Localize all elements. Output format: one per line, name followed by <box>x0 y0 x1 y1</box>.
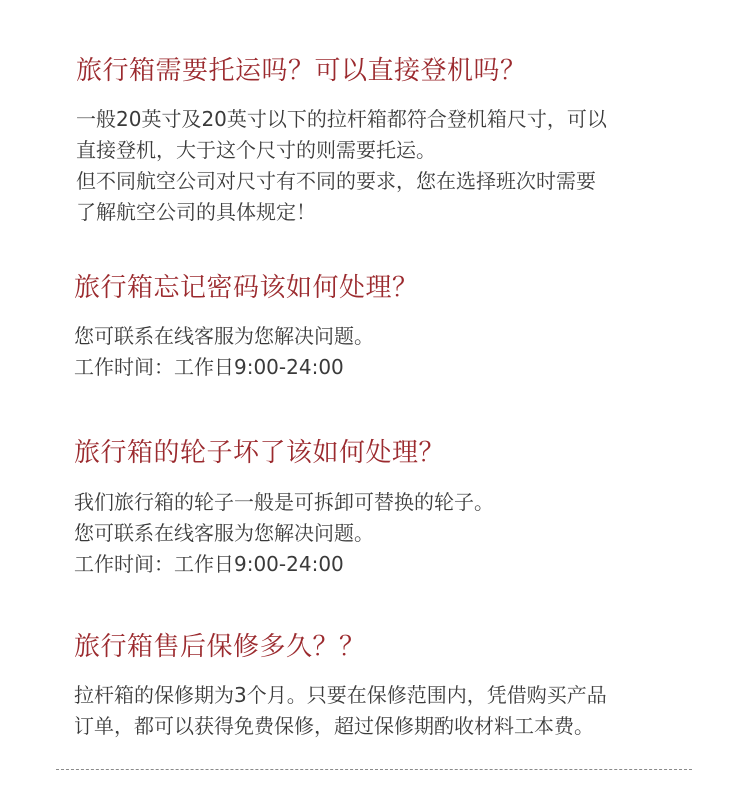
faq-answer-1-line: 但不同航空公司对尺寸有不同的要求，您在选择班次时需要 <box>76 169 596 193</box>
dashed-divider <box>56 769 692 770</box>
faq-answer-1-line: 了解航空公司的具体规定！ <box>76 200 316 224</box>
faq-question-3: 旅行箱的轮子坏了该如何处理？ <box>74 438 446 468</box>
faq-answer-1-line: 直接登机，大于这个尺寸的则需要托运。 <box>76 138 436 162</box>
faq-question-2: 旅行箱忘记密码该如何处理？ <box>74 273 419 303</box>
faq-answer-2 <box>74 321 374 383</box>
faq-answer-2-line: 您可联系在线客服为您解决问题。 <box>74 324 374 348</box>
faq-answer-3-line: 工作时间：工作日9:00-24:00 <box>74 552 344 576</box>
faq-answer-4 <box>74 680 607 742</box>
faq-answer-4-line: 订单，都可以获得免费保修，超过保修期酌收材料工本费。 <box>74 714 594 738</box>
faq-question-1: 旅行箱需要托运吗？可以直接登机吗？ <box>76 56 527 86</box>
faq-answer-1-line: 一般20英寸及20英寸以下的拉杆箱都符合登机箱尺寸，可以 <box>76 107 607 131</box>
faq-answer-3 <box>74 487 494 580</box>
faq-answer-4-line: 拉杆箱的保修期为3个月。只要在保修范围内，凭借购买产品 <box>74 683 607 707</box>
faq-answer-1 <box>76 104 607 228</box>
faq-question-4: 旅行箱售后保修多久？？ <box>74 632 366 662</box>
faq-answer-3-line: 您可联系在线客服为您解决问题。 <box>74 521 374 545</box>
faq-answer-2-line: 工作时间：工作日9:00-24:00 <box>74 355 344 379</box>
faq-answer-3-line: 我们旅行箱的轮子一般是可拆卸可替换的轮子。 <box>74 490 494 514</box>
